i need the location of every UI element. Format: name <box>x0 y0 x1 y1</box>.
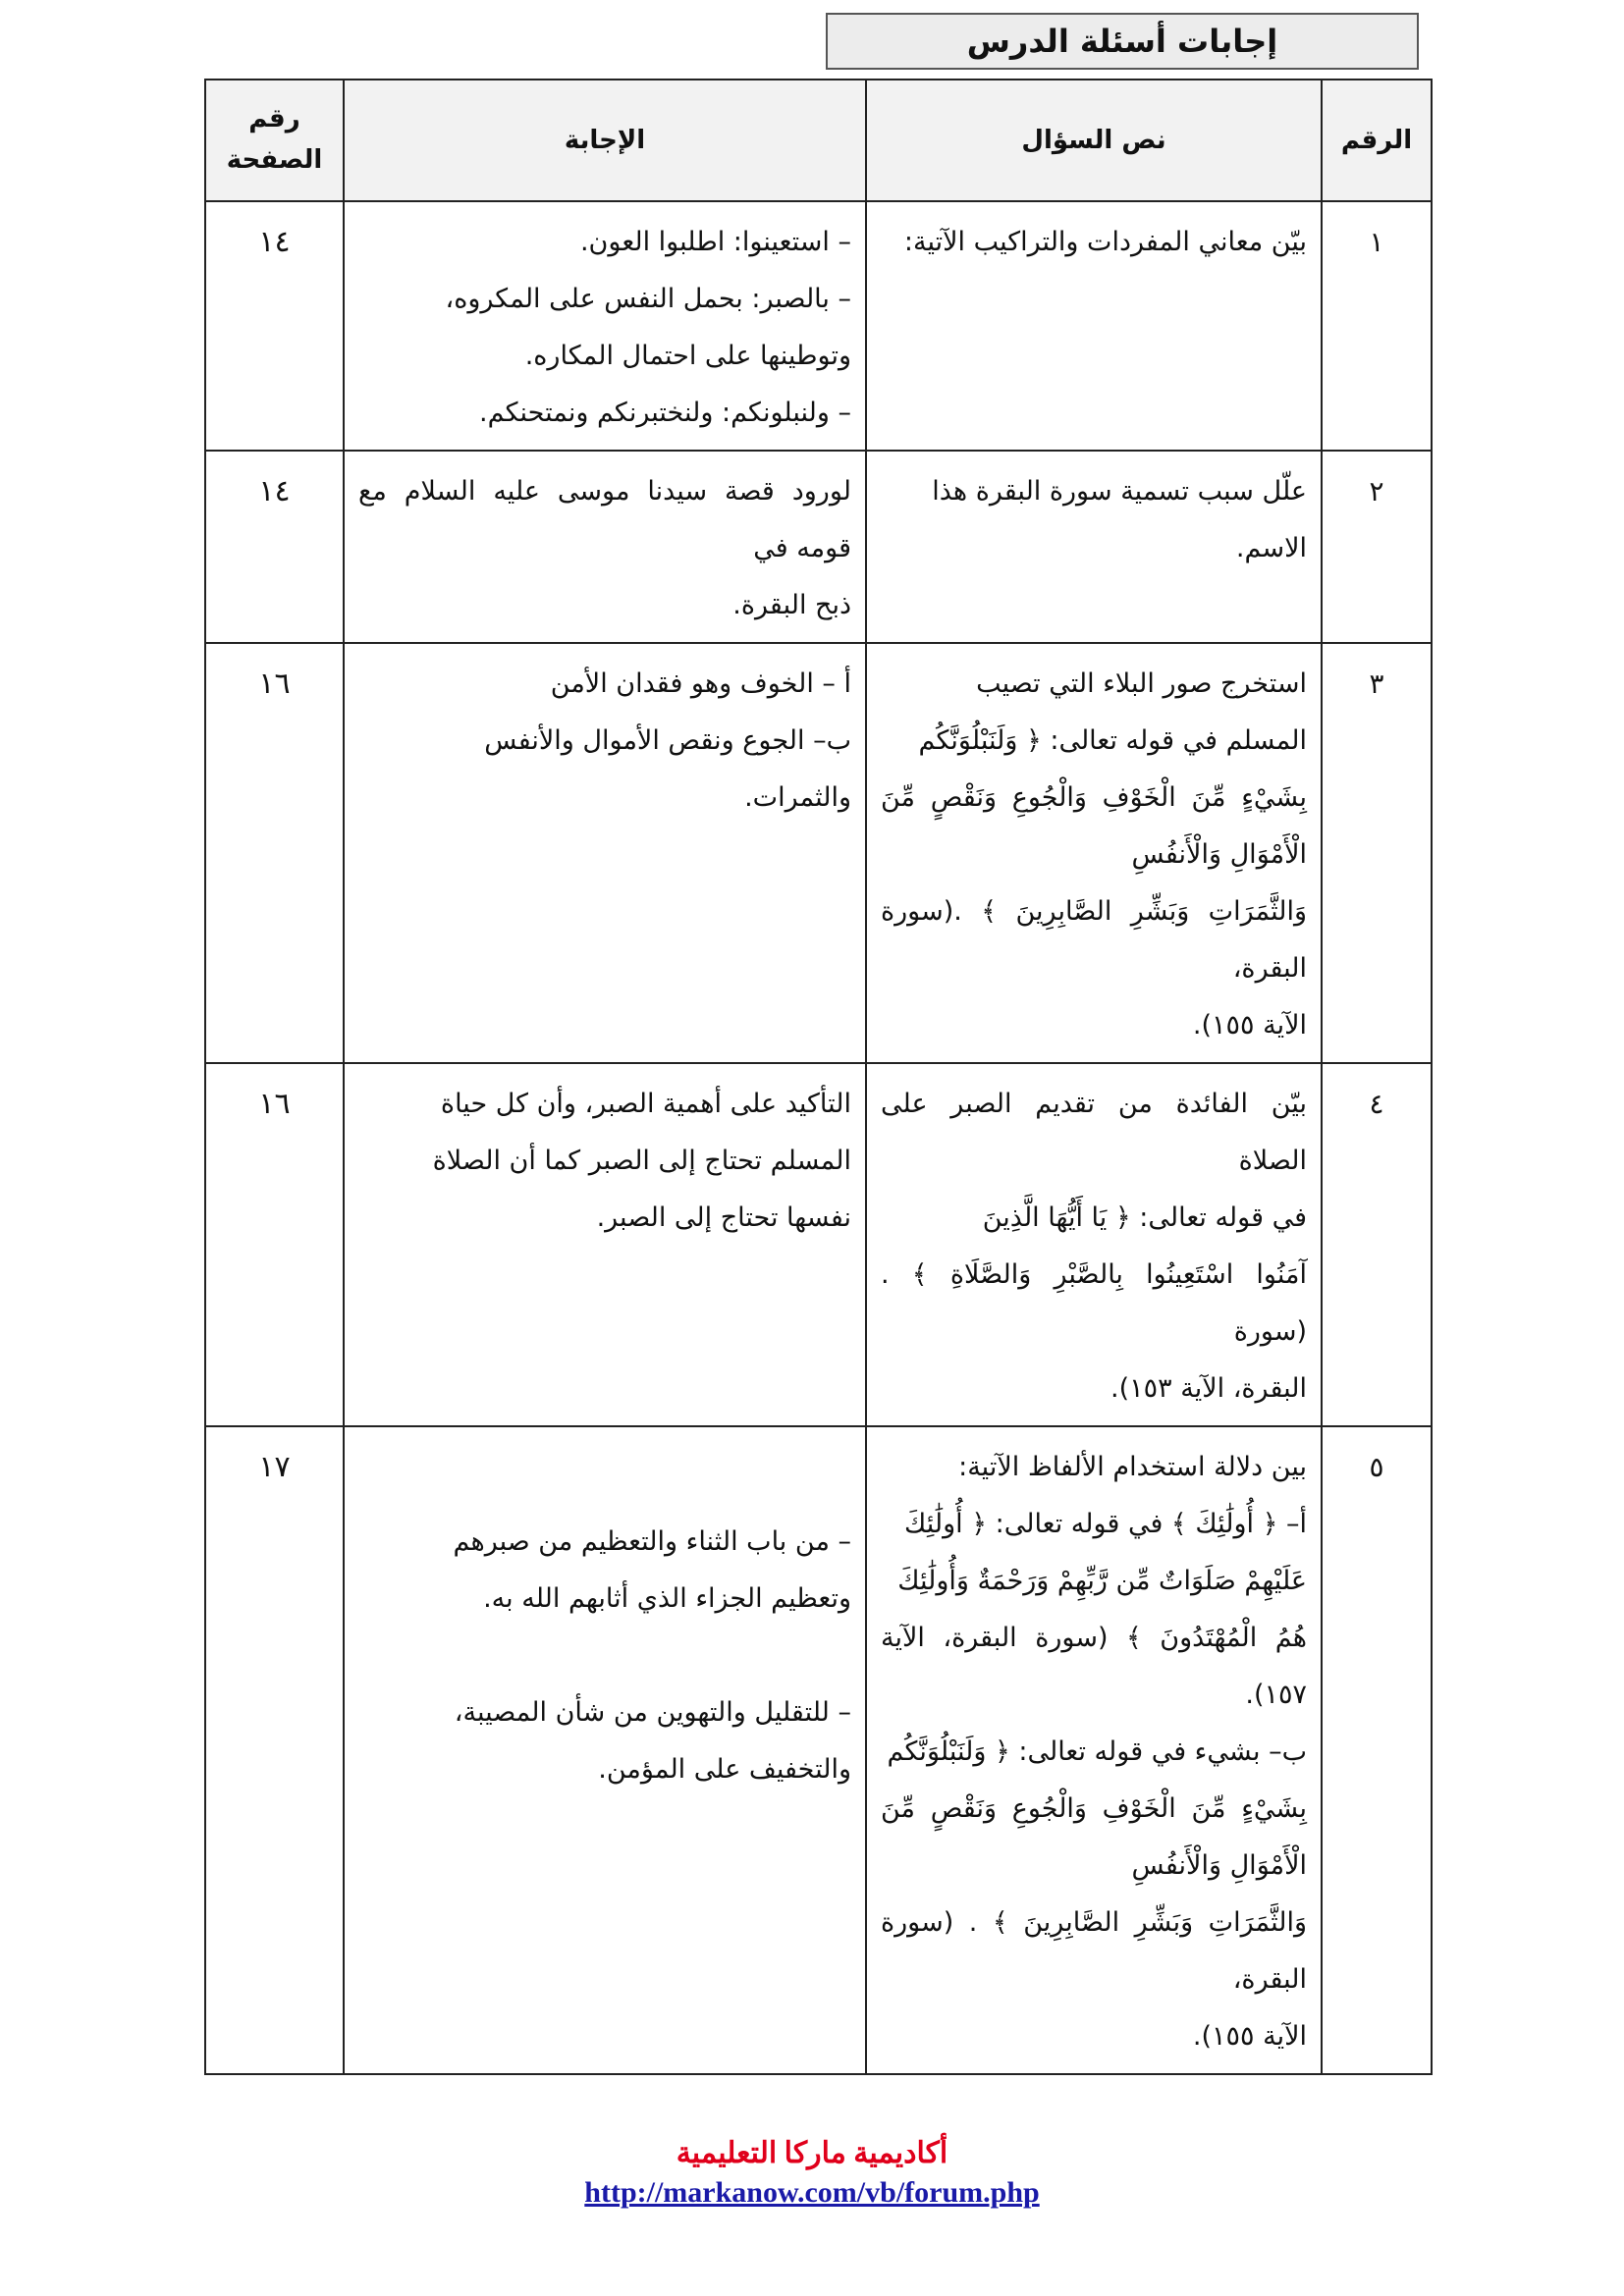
question-cell <box>866 1063 1322 1426</box>
question-line: الآية ١٥٥). <box>1192 1010 1307 1041</box>
table-row <box>205 1426 1432 2074</box>
answer-cell <box>344 1426 866 2074</box>
question-line: الآية ١٥٥). <box>1192 2021 1307 2052</box>
answer-line <box>358 1457 851 1514</box>
footer-brand: أكاديمية ماركا التعليمية <box>676 2137 948 2169</box>
answer-line: – من باب الثناء والتعظيم من صبرهم <box>453 1526 851 1557</box>
header-question: نص السؤال <box>866 80 1322 201</box>
table-body <box>205 201 1432 2074</box>
question-cell <box>866 201 1322 451</box>
answer-line: التأكيد على أهمية الصبر، وأن كل حياة <box>440 1089 851 1119</box>
question-line: علّل سبب تسمية سورة البقرة هذا <box>932 476 1307 507</box>
question-line: وَالثَّمَرَاتِ وَبَشِّرِ الصَّابِرِينَ ﴾ . (سورة البقرة، <box>881 1907 1307 1995</box>
answer-cell <box>344 643 866 1063</box>
table-row <box>205 451 1432 643</box>
table-row <box>205 643 1432 1063</box>
footer-link[interactable]: http://markanow.com/vb/forum.php <box>584 2176 1040 2209</box>
answer-line <box>358 1628 851 1684</box>
question-line: بِشَيْءٍ مِّنَ الْخَوْفِ وَالْجُوعِ وَنَقْصٍ مِّنَ الْأَمْوَالِ وَالْأَنفُسِ <box>881 1793 1307 1881</box>
answer-line: لورود قصة سيدنا موسى عليه السلام مع قومه في <box>358 476 851 563</box>
answer-line: ذبح البقرة. <box>732 590 851 620</box>
question-line: في قوله تعالى: ﴿ يَا أَيُّهَا الَّذِينَ <box>982 1202 1307 1233</box>
page-number: ١٤ <box>205 451 344 643</box>
question-line: عَلَيْهِمْ صَلَوَاتٌ مِّن رَّبِّهِمْ وَرَحْمَةٌ وَأُولَٰئِكَ <box>897 1566 1307 1596</box>
answer-line: – استعينوا: اطلبوا العون. <box>579 227 851 257</box>
answer-line: نفسها تحتاج إلى الصبر. <box>596 1202 851 1233</box>
answer-line: أ – الخوف وهو فقدان الأمن <box>550 668 851 699</box>
answer-line: والتخفيف على المؤمن. <box>598 1754 851 1785</box>
question-line: استخرج صور البلاء التي تصيب <box>976 668 1307 699</box>
answer-line: والثمرات. <box>744 782 851 813</box>
page-title: إجابات أسئلة الدرس <box>826 13 1419 70</box>
question-line: المسلم في قوله تعالى: ﴿ وَلَنَبْلُوَنَّكُم <box>918 725 1307 756</box>
question-line: بِشَيْءٍ مِّنَ الْخَوْفِ وَالْجُوعِ وَنَقْصٍ مِّنَ الْأَمْوَالِ وَالْأَنفُسِ <box>881 782 1307 870</box>
page-number: ١٧ <box>205 1426 344 2074</box>
table-row <box>205 201 1432 451</box>
question-cell <box>866 1426 1322 2074</box>
page-number: ١٤ <box>205 201 344 451</box>
footer <box>0 2136 1624 2210</box>
table-header-row <box>205 80 1432 201</box>
question-line: وَالثَّمَرَاتِ وَبَشِّرِ الصَّابِرِينَ ﴾ .(سورة البقرة، <box>881 896 1307 984</box>
question-line: البقرة، الآية ١٥٣). <box>1110 1373 1307 1404</box>
row-number: ٤ <box>1322 1063 1432 1426</box>
page-number: ١٦ <box>205 1063 344 1426</box>
table-row <box>205 1063 1432 1426</box>
answer-line: ب– الجوع ونقص الأموال والأنفس <box>484 725 851 756</box>
question-cell <box>866 643 1322 1063</box>
answer-cell <box>344 1063 866 1426</box>
question-line: أ– ﴿ أُولَٰئِكَ ﴾ في قوله تعالى: ﴿ أُولَٰئِكَ <box>903 1509 1307 1539</box>
question-cell <box>866 451 1322 643</box>
answers-table <box>204 79 1433 2075</box>
header-page: رقم الصفحة <box>205 80 344 201</box>
row-number: ٣ <box>1322 643 1432 1063</box>
answer-line: – بالصبر: بحمل النفس على المكروه، <box>445 284 851 314</box>
row-number: ٥ <box>1322 1426 1432 2074</box>
header-answer: الإجابة <box>344 80 866 201</box>
question-line: بيّن معاني المفردات والتراكيب الآتية: <box>903 227 1307 257</box>
answer-line: – للتقليل والتهوين من شأن المصيبة، <box>454 1697 851 1728</box>
question-line: الاسم. <box>1235 533 1307 563</box>
row-number: ١ <box>1322 201 1432 451</box>
answer-line: وتوطينها على احتمال المكاره. <box>524 341 851 371</box>
question-line: بين دلالة استخدام الألفاظ الآتية: <box>958 1452 1307 1482</box>
question-line: بيّن الفائدة من تقديم الصبر على الصلاة <box>881 1089 1307 1176</box>
header-number: الرقم <box>1322 80 1432 201</box>
answer-line: – ولنبلونكم: ولنختبرنكم ونمتحنكم. <box>479 398 851 428</box>
question-line: آمَنُوا اسْتَعِينُوا بِالصَّبْرِ وَالصَّلَاةِ ﴾ . (سورة <box>881 1259 1307 1347</box>
question-line: هُمُ الْمُهْتَدُونَ ﴾ (سورة البقرة، الآية ١٥٧). <box>881 1623 1307 1710</box>
page-number: ١٦ <box>205 643 344 1063</box>
answer-line: وتعظيم الجزاء الذي أثابهم الله به. <box>483 1583 851 1614</box>
answer-cell <box>344 201 866 451</box>
answer-line: المسلم تحتاج إلى الصبر كما أن الصلاة <box>432 1146 851 1176</box>
answer-cell <box>344 451 866 643</box>
row-number: ٢ <box>1322 451 1432 643</box>
question-line: ب– بشيء في قوله تعالى: ﴿ وَلَنَبْلُوَنَّكُم <box>887 1736 1307 1767</box>
